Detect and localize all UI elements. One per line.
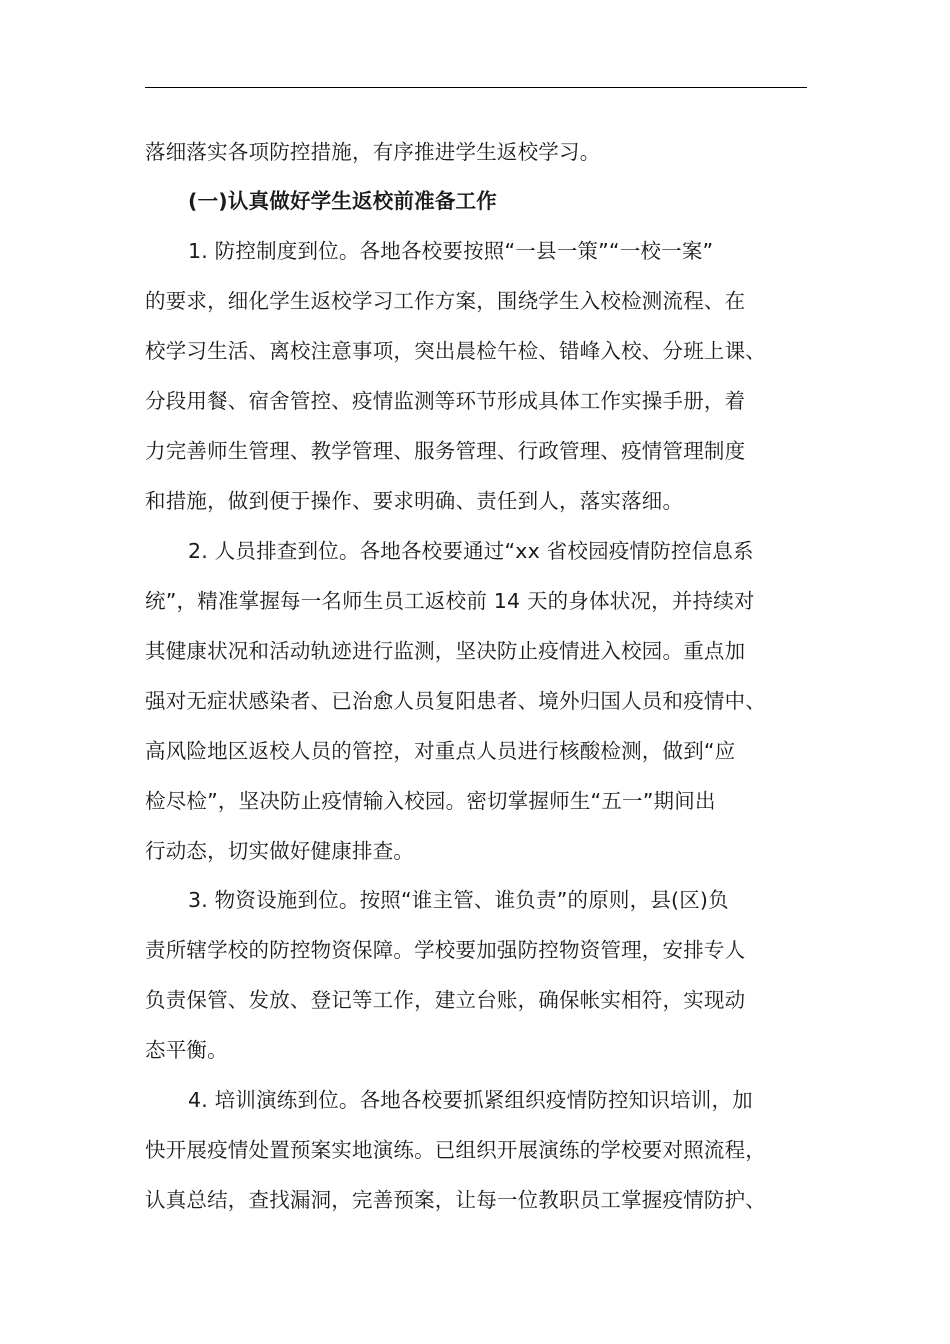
paragraph-line: 认真总结，查找漏洞，完善预案，让每一位教职员工掌握疫情防护、: [145, 1188, 766, 1212]
paragraph-line: 和措施，做到便于操作、要求明确、责任到人，落实落细。: [145, 489, 684, 513]
paragraph-line: 力完善师生管理、教学管理、服务管理、行政管理、疫情管理制度: [145, 439, 746, 463]
paragraph-line: 校学习生活、离校注意事项，突出晨检午检、错峰入校、分班上课、: [145, 339, 766, 363]
paragraph-line: 检尽检”，坚决防止疫情输入校园。密切掌握师生“五一”期间出: [145, 789, 716, 813]
paragraph-line: 负责保管、发放、登记等工作，建立台账，确保帐实相符，实现动: [145, 988, 746, 1012]
paragraph-line: 3. 物资设施到位。按照“谁主管、谁负责”的原则，县(区)负: [188, 888, 729, 912]
paragraph-line: 强对无症状感染者、已治愈人员复阳患者、境外归国人员和疫情中、: [145, 689, 766, 713]
paragraph-line: 4. 培训演练到位。各地各校要抓紧组织疫情防控知识培训，加: [188, 1088, 753, 1112]
paragraph-line: 分段用餐、宿舍管控、疫情监测等环节形成具体工作实操手册，着: [145, 389, 746, 413]
paragraph-line: 行动态，切实做好健康排查。: [145, 839, 415, 863]
paragraph-line: 态平衡。: [145, 1038, 228, 1062]
paragraph-line: 1. 防控制度到位。各地各校要按照“一县一策”“一校一案”: [188, 239, 714, 263]
paragraph-line: 统”，精准掌握每一名师生员工返校前 14 天的身体状况，并持续对: [145, 589, 755, 613]
header-rule: [145, 87, 807, 88]
paragraph-line: 其健康状况和活动轨迹进行监测，坚决防止疫情进入校园。重点加: [145, 639, 746, 663]
paragraph-line: 的要求，细化学生返校学习工作方案，围绕学生入校检测流程、在: [145, 289, 746, 313]
paragraph-line: 2. 人员排查到位。各地各校要通过“xx 省校园疫情防控信息系: [188, 539, 754, 563]
section-heading: (一)认真做好学生返校前准备工作: [188, 189, 497, 213]
paragraph-line: 高风险地区返校人员的管控，对重点人员进行核酸检测，做到“应: [145, 739, 736, 763]
paragraph-line: 快开展疫情处置预案实地演练。已组织开展演练的学校要对照流程，: [145, 1138, 766, 1162]
paragraph-line: 责所辖学校的防控物资保障。学校要加强防控物资管理，安排专人: [145, 938, 746, 962]
paragraph-line: 落细落实各项防控措施，有序推进学生返校学习。: [145, 140, 601, 164]
